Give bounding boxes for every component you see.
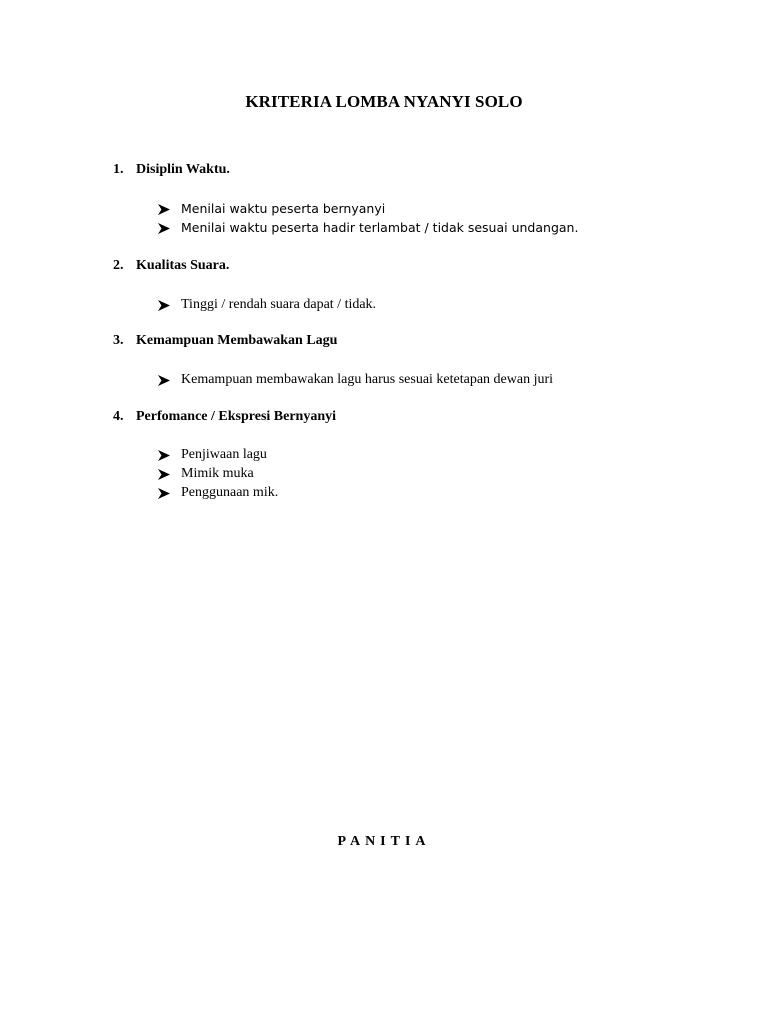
section-title: Kualitas Suara. — [136, 258, 230, 273]
section-heading-3 — [113, 333, 337, 349]
section-number: 2. — [113, 258, 124, 273]
section-number: 4. — [113, 409, 124, 424]
document-title: KRITERIA LOMBA NYANYI SOLO — [245, 92, 523, 111]
arrow-bullet-icon — [158, 204, 181, 215]
section-title: Disiplin Waktu. — [136, 162, 230, 177]
arrow-bullet-icon — [158, 375, 181, 386]
section-number: 3. — [113, 333, 124, 348]
list-item: Penggunaan mik. — [158, 484, 278, 502]
arrow-bullet-icon — [158, 488, 181, 499]
section-heading-2 — [113, 258, 229, 274]
arrow-bullet-icon — [158, 223, 181, 234]
arrow-bullet-icon — [158, 450, 181, 461]
list-item: Tinggi / rendah suara dapat / tidak. — [158, 296, 376, 314]
section-heading-1 — [113, 162, 230, 178]
arrow-bullet-icon — [158, 300, 181, 311]
list-item: Menilai waktu peserta hadir terlambat / tidak sesuai undangan. — [158, 219, 578, 237]
section-title: Perfomance / Ekspresi Bernyanyi — [136, 409, 337, 424]
list-item: Mimik muka — [158, 465, 254, 483]
list-item: Menilai waktu peserta bernyanyi — [158, 200, 385, 218]
arrow-bullet-icon — [158, 469, 181, 480]
section-title: Kemampuan Membawakan Lagu — [136, 333, 338, 348]
section-number: 1. — [113, 162, 124, 177]
section-heading-4 — [113, 409, 336, 425]
footer-signature: PANITIA — [337, 834, 431, 849]
list-item: Kemampuan membawakan lagu harus sesuai ketetapan dewan juri — [158, 371, 553, 389]
list-item: Penjiwaan lagu — [158, 446, 267, 464]
